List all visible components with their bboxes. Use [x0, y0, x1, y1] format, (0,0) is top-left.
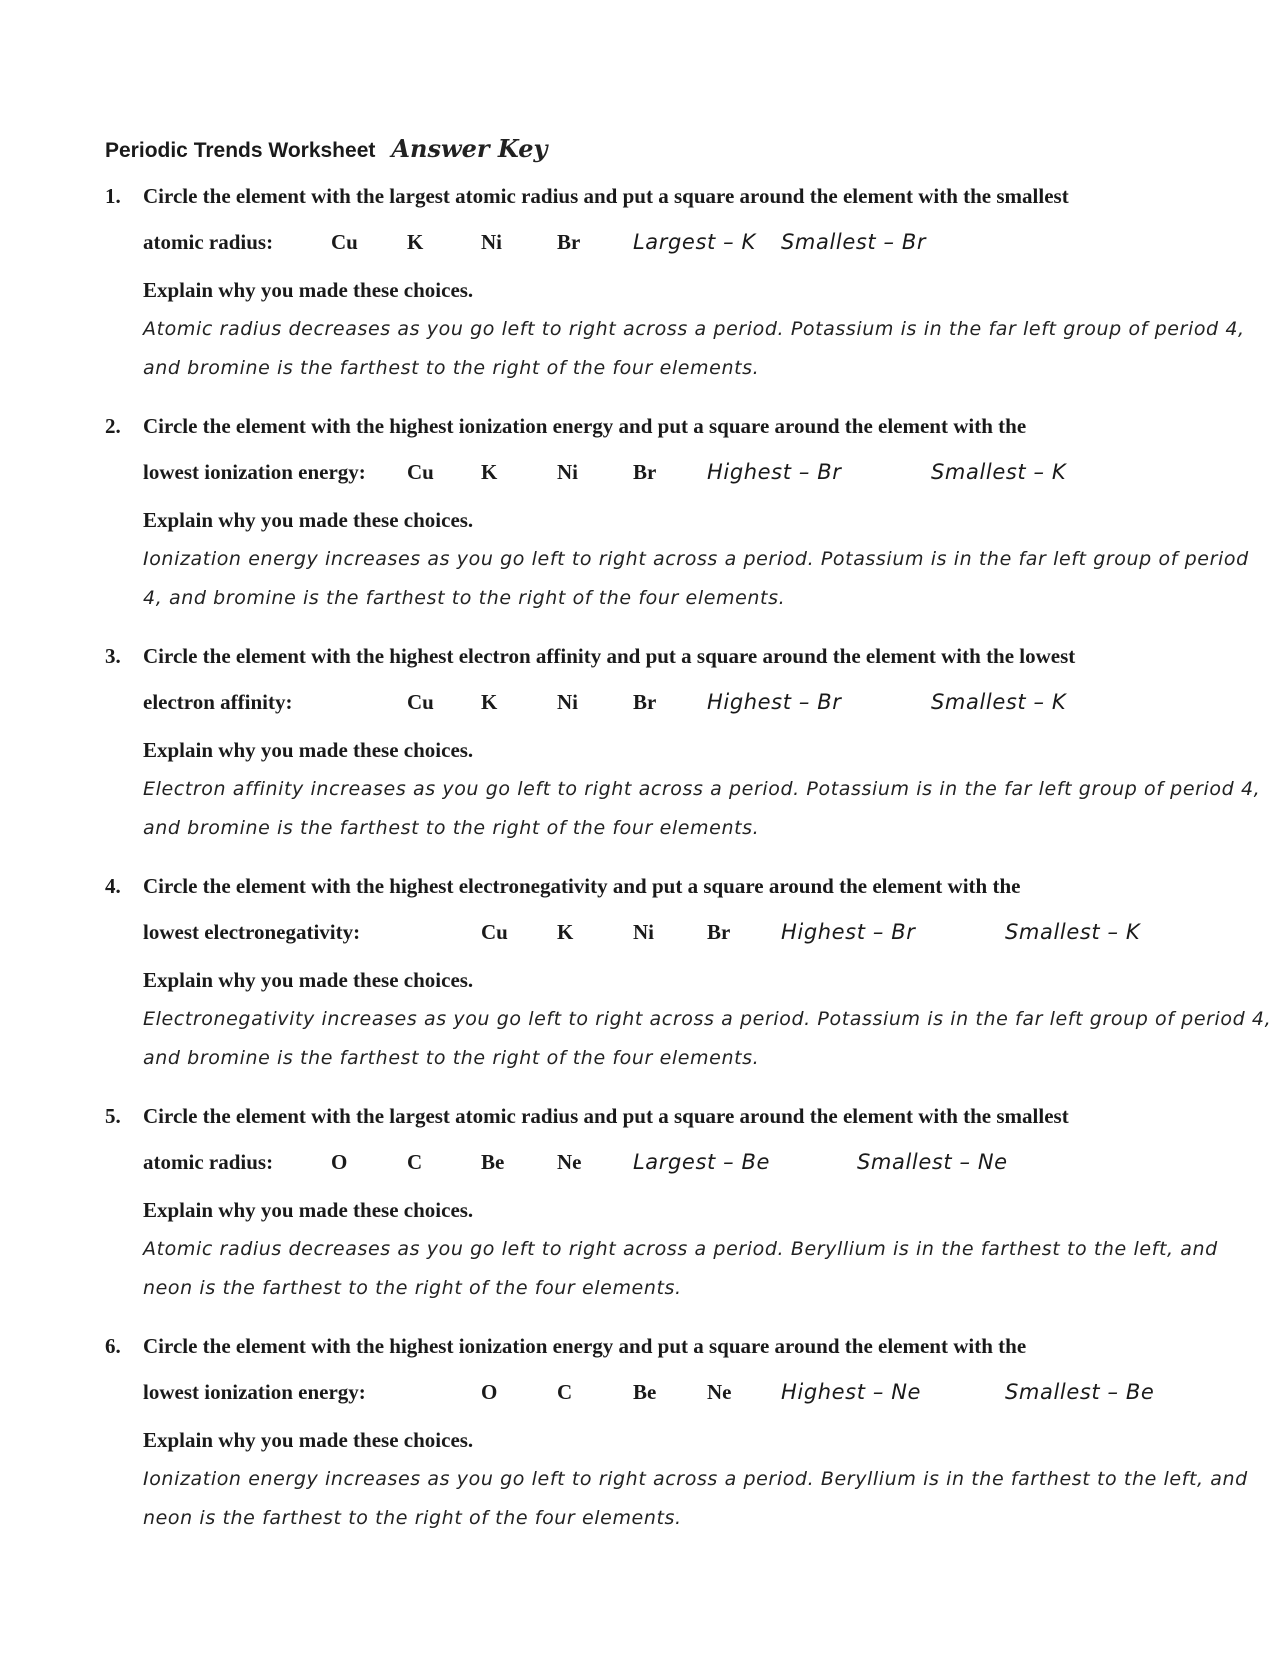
answer-highest: Highest – Br	[781, 920, 916, 944]
element-choice: K	[481, 460, 498, 484]
element-choice: K	[481, 690, 498, 714]
element-choice: Ni	[557, 460, 578, 484]
element-choice: Cu	[481, 920, 508, 944]
answer-highest: Highest – Ne	[781, 1380, 922, 1404]
explanation-answer: Electronegativity increases as you go left to right across a period. Potassium is in the far left group of period 4, and bromine is the farthest to the right of the four elements.	[143, 1008, 1272, 1069]
element-choice: C	[557, 1380, 573, 1404]
element-choice: Cu	[331, 230, 358, 254]
explanation-answer: Atomic radius decreases as you go left to right across a period. Beryllium is in the farthest to the left, and neon is the farthest to the right of the four elements.	[143, 1238, 1218, 1299]
element-choices-row	[143, 1150, 1263, 1178]
element-choices-row	[143, 230, 1263, 258]
answer-key-label: Answer Key	[391, 134, 548, 163]
element-choices-row	[143, 920, 1263, 948]
answer-lowest: Smallest – Br	[781, 230, 927, 254]
question-text: Circle the element with the highest ionization energy and put a square around the element with the	[143, 1334, 1027, 1358]
element-choice: Ne	[557, 1150, 582, 1174]
choices-label: atomic radius:	[143, 1150, 274, 1174]
element-choice: Ni	[481, 230, 502, 254]
element-choice: Br	[633, 460, 657, 484]
element-choice: Be	[633, 1380, 657, 1404]
choices-label: electron affinity:	[143, 690, 293, 714]
element-choice: Cu	[407, 690, 434, 714]
element-choice: Br	[633, 690, 657, 714]
question-text: Circle the element with the highest ionization energy and put a square around the element with the	[143, 414, 1027, 438]
explain-prompt: Explain why you made these choices.	[143, 968, 474, 992]
question-text: Circle the element with the largest atomic radius and put a square around the element with the smallest	[143, 184, 1069, 208]
element-choice: K	[557, 920, 574, 944]
answer-highest: Highest – Br	[707, 460, 842, 484]
question-text: Circle the element with the highest electronegativity and put a square around the element with the	[143, 874, 1021, 898]
answer-highest: Highest – Br	[707, 690, 842, 714]
explain-prompt: Explain why you made these choices.	[143, 1428, 474, 1452]
question-text: Circle the element with the highest electron affinity and put a square around the element with the lowest	[143, 644, 1076, 668]
choices-label: lowest electronegativity:	[143, 920, 361, 944]
explanation-answer: Electron affinity increases as you go left to right across a period. Potassium is in the far left group of period 4, and bromine is the farthest to the right of the four elements.	[143, 778, 1261, 839]
answer-lowest: Smallest – Ne	[857, 1150, 1008, 1174]
element-choice: O	[331, 1150, 348, 1174]
explain-prompt: Explain why you made these choices.	[143, 1198, 474, 1222]
element-choice: Ni	[633, 920, 654, 944]
choices-label: lowest ionization energy:	[143, 1380, 366, 1404]
element-choice: Br	[557, 230, 581, 254]
question-number: 2.	[105, 414, 121, 438]
question-number: 5.	[105, 1104, 121, 1128]
page-title: Periodic Trends Worksheet	[105, 139, 376, 162]
element-choice: Ne	[707, 1380, 732, 1404]
question-number: 3.	[105, 644, 121, 668]
answer-lowest: Smallest – K	[1005, 920, 1141, 944]
question-number: 6.	[105, 1334, 121, 1358]
explain-prompt: Explain why you made these choices.	[143, 278, 474, 302]
element-choice: K	[407, 230, 424, 254]
element-choice: O	[481, 1380, 498, 1404]
answer-highest: Largest – Be	[633, 1150, 771, 1174]
explain-prompt: Explain why you made these choices.	[143, 508, 474, 532]
answer-lowest: Smallest – Be	[1005, 1380, 1155, 1404]
element-choice: Ni	[557, 690, 578, 714]
explanation-answer: Ionization energy increases as you go left to right across a period. Potassium is in the far left group of period 4, and bromine is the farthest to the right of the four elements.	[143, 548, 1249, 609]
element-choice: C	[407, 1150, 423, 1174]
explanation-answer: Atomic radius decreases as you go left to right across a period. Potassium is in the far left group of period 4, and bromine is the farthest to the right of the four elements.	[143, 318, 1245, 379]
question-number: 4.	[105, 874, 121, 898]
element-choice: Be	[481, 1150, 505, 1174]
choices-label: atomic radius:	[143, 230, 274, 254]
title-row	[105, 134, 547, 163]
element-choices-row	[143, 1380, 1263, 1408]
element-choice: Cu	[407, 460, 434, 484]
answer-highest: Largest – K	[633, 230, 756, 254]
element-choices-row	[143, 690, 1263, 718]
explain-prompt: Explain why you made these choices.	[143, 738, 474, 762]
element-choice: Br	[707, 920, 731, 944]
question-number: 1.	[105, 184, 121, 208]
element-choices-row	[143, 460, 1263, 488]
explanation-answer: Ionization energy increases as you go left to right across a period. Beryllium is in the farthest to the left, and neon is the farthest to the right of the four elements.	[143, 1468, 1248, 1529]
answer-lowest: Smallest – K	[931, 690, 1067, 714]
question-text: Circle the element with the largest atomic radius and put a square around the element with the smallest	[143, 1104, 1069, 1128]
choices-label: lowest ionization energy:	[143, 460, 366, 484]
answer-lowest: Smallest – K	[931, 460, 1067, 484]
